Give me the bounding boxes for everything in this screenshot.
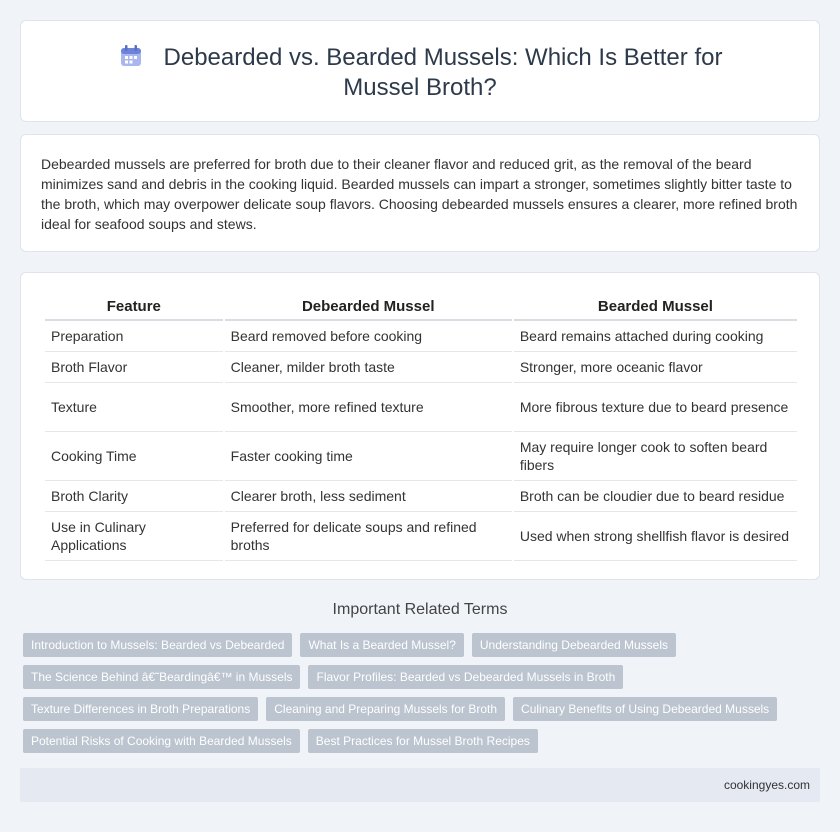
table-cell: Used when strong shellfish flavor is desired <box>514 512 797 561</box>
table-cell: Texture <box>45 383 223 432</box>
tag-link[interactable]: Understanding Debearded Mussels <box>472 633 676 657</box>
tag-row <box>23 697 823 721</box>
tag-link[interactable]: Texture Differences in Broth Preparations <box>23 697 258 721</box>
tag-link[interactable]: Best Practices for Mussel Broth Recipes <box>308 729 538 753</box>
footer <box>20 768 820 802</box>
table-row <box>45 481 797 512</box>
table-cell: May require longer cook to soften beard fibers <box>514 432 797 481</box>
table-header-row <box>45 291 797 321</box>
tag-link[interactable]: Introduction to Mussels: Bearded vs Debearded <box>23 633 292 657</box>
tag-link[interactable]: Flavor Profiles: Bearded vs Debearded Mussels in Broth <box>308 665 623 689</box>
tag-row <box>23 633 823 657</box>
tag-link[interactable]: The Science Behind â€˜Beardingâ€™ in Mussels <box>23 665 300 689</box>
table-cell: Clearer broth, less sediment <box>225 481 512 512</box>
header-feature: Feature <box>45 291 223 321</box>
table-cell: Cleaner, milder broth taste <box>225 352 512 383</box>
table-cell: Stronger, more oceanic flavor <box>514 352 797 383</box>
page-title-wrap <box>21 43 819 103</box>
table-row <box>45 352 797 383</box>
table-cell: Smoother, more refined texture <box>225 383 512 432</box>
calendar-icon <box>118 43 144 69</box>
header-debearded: Debearded Mussel <box>225 291 512 321</box>
table-cell: More fibrous texture due to beard presence <box>514 383 797 432</box>
table-cell: Broth Clarity <box>45 481 223 512</box>
tag-link[interactable]: Potential Risks of Cooking with Bearded Mussels <box>23 729 300 753</box>
title-card <box>20 20 820 122</box>
footer-site-link[interactable]: cookingyes.com <box>723 778 810 792</box>
table-cell: Beard removed before cooking <box>225 321 512 352</box>
table-cell: Broth can be cloudier due to beard residue <box>514 481 797 512</box>
table-row <box>45 512 797 561</box>
comparison-card <box>20 272 820 580</box>
page-title: Debearded vs. Bearded Mussels: Which Is Better for Mussel Broth? <box>163 44 723 101</box>
table-cell: Preparation <box>45 321 223 352</box>
header-bearded: Bearded Mussel <box>514 291 797 321</box>
intro-card <box>20 134 820 252</box>
table-row <box>45 432 797 481</box>
table-cell: Cooking Time <box>45 432 223 481</box>
table-row <box>45 321 797 352</box>
table-cell: Broth Flavor <box>45 352 223 383</box>
related-terms-title: Important Related Terms <box>332 601 508 618</box>
tag-row <box>23 665 823 689</box>
table-cell: Faster cooking time <box>225 432 512 481</box>
table-cell: Use in Culinary Applications <box>45 512 223 561</box>
tag-link[interactable]: What Is a Bearded Mussel? <box>300 633 463 657</box>
tag-link[interactable]: Culinary Benefits of Using Debearded Mussels <box>513 697 777 721</box>
table-cell: Preferred for delicate soups and refined broths <box>225 512 512 561</box>
comparison-table <box>43 291 799 561</box>
related-terms-tags <box>23 633 823 761</box>
tag-link[interactable]: Cleaning and Preparing Mussels for Broth <box>266 697 505 721</box>
intro-paragraph: Debearded mussels are preferred for broth due to their cleaner flavor and reduced grit, as the removal of the beard minimizes sand and debris in the cooking liquid. Bearded mussels can impart a stronger, sometimes slightly bitter taste to the broth, which may overpower delicate soup flavors. Choosing debearded mussels ensures a clearer, more refined broth ideal for seafood soups and stews. <box>41 156 798 232</box>
tag-row <box>23 729 823 753</box>
table-row <box>45 383 797 432</box>
table-cell: Beard remains attached during cooking <box>514 321 797 352</box>
